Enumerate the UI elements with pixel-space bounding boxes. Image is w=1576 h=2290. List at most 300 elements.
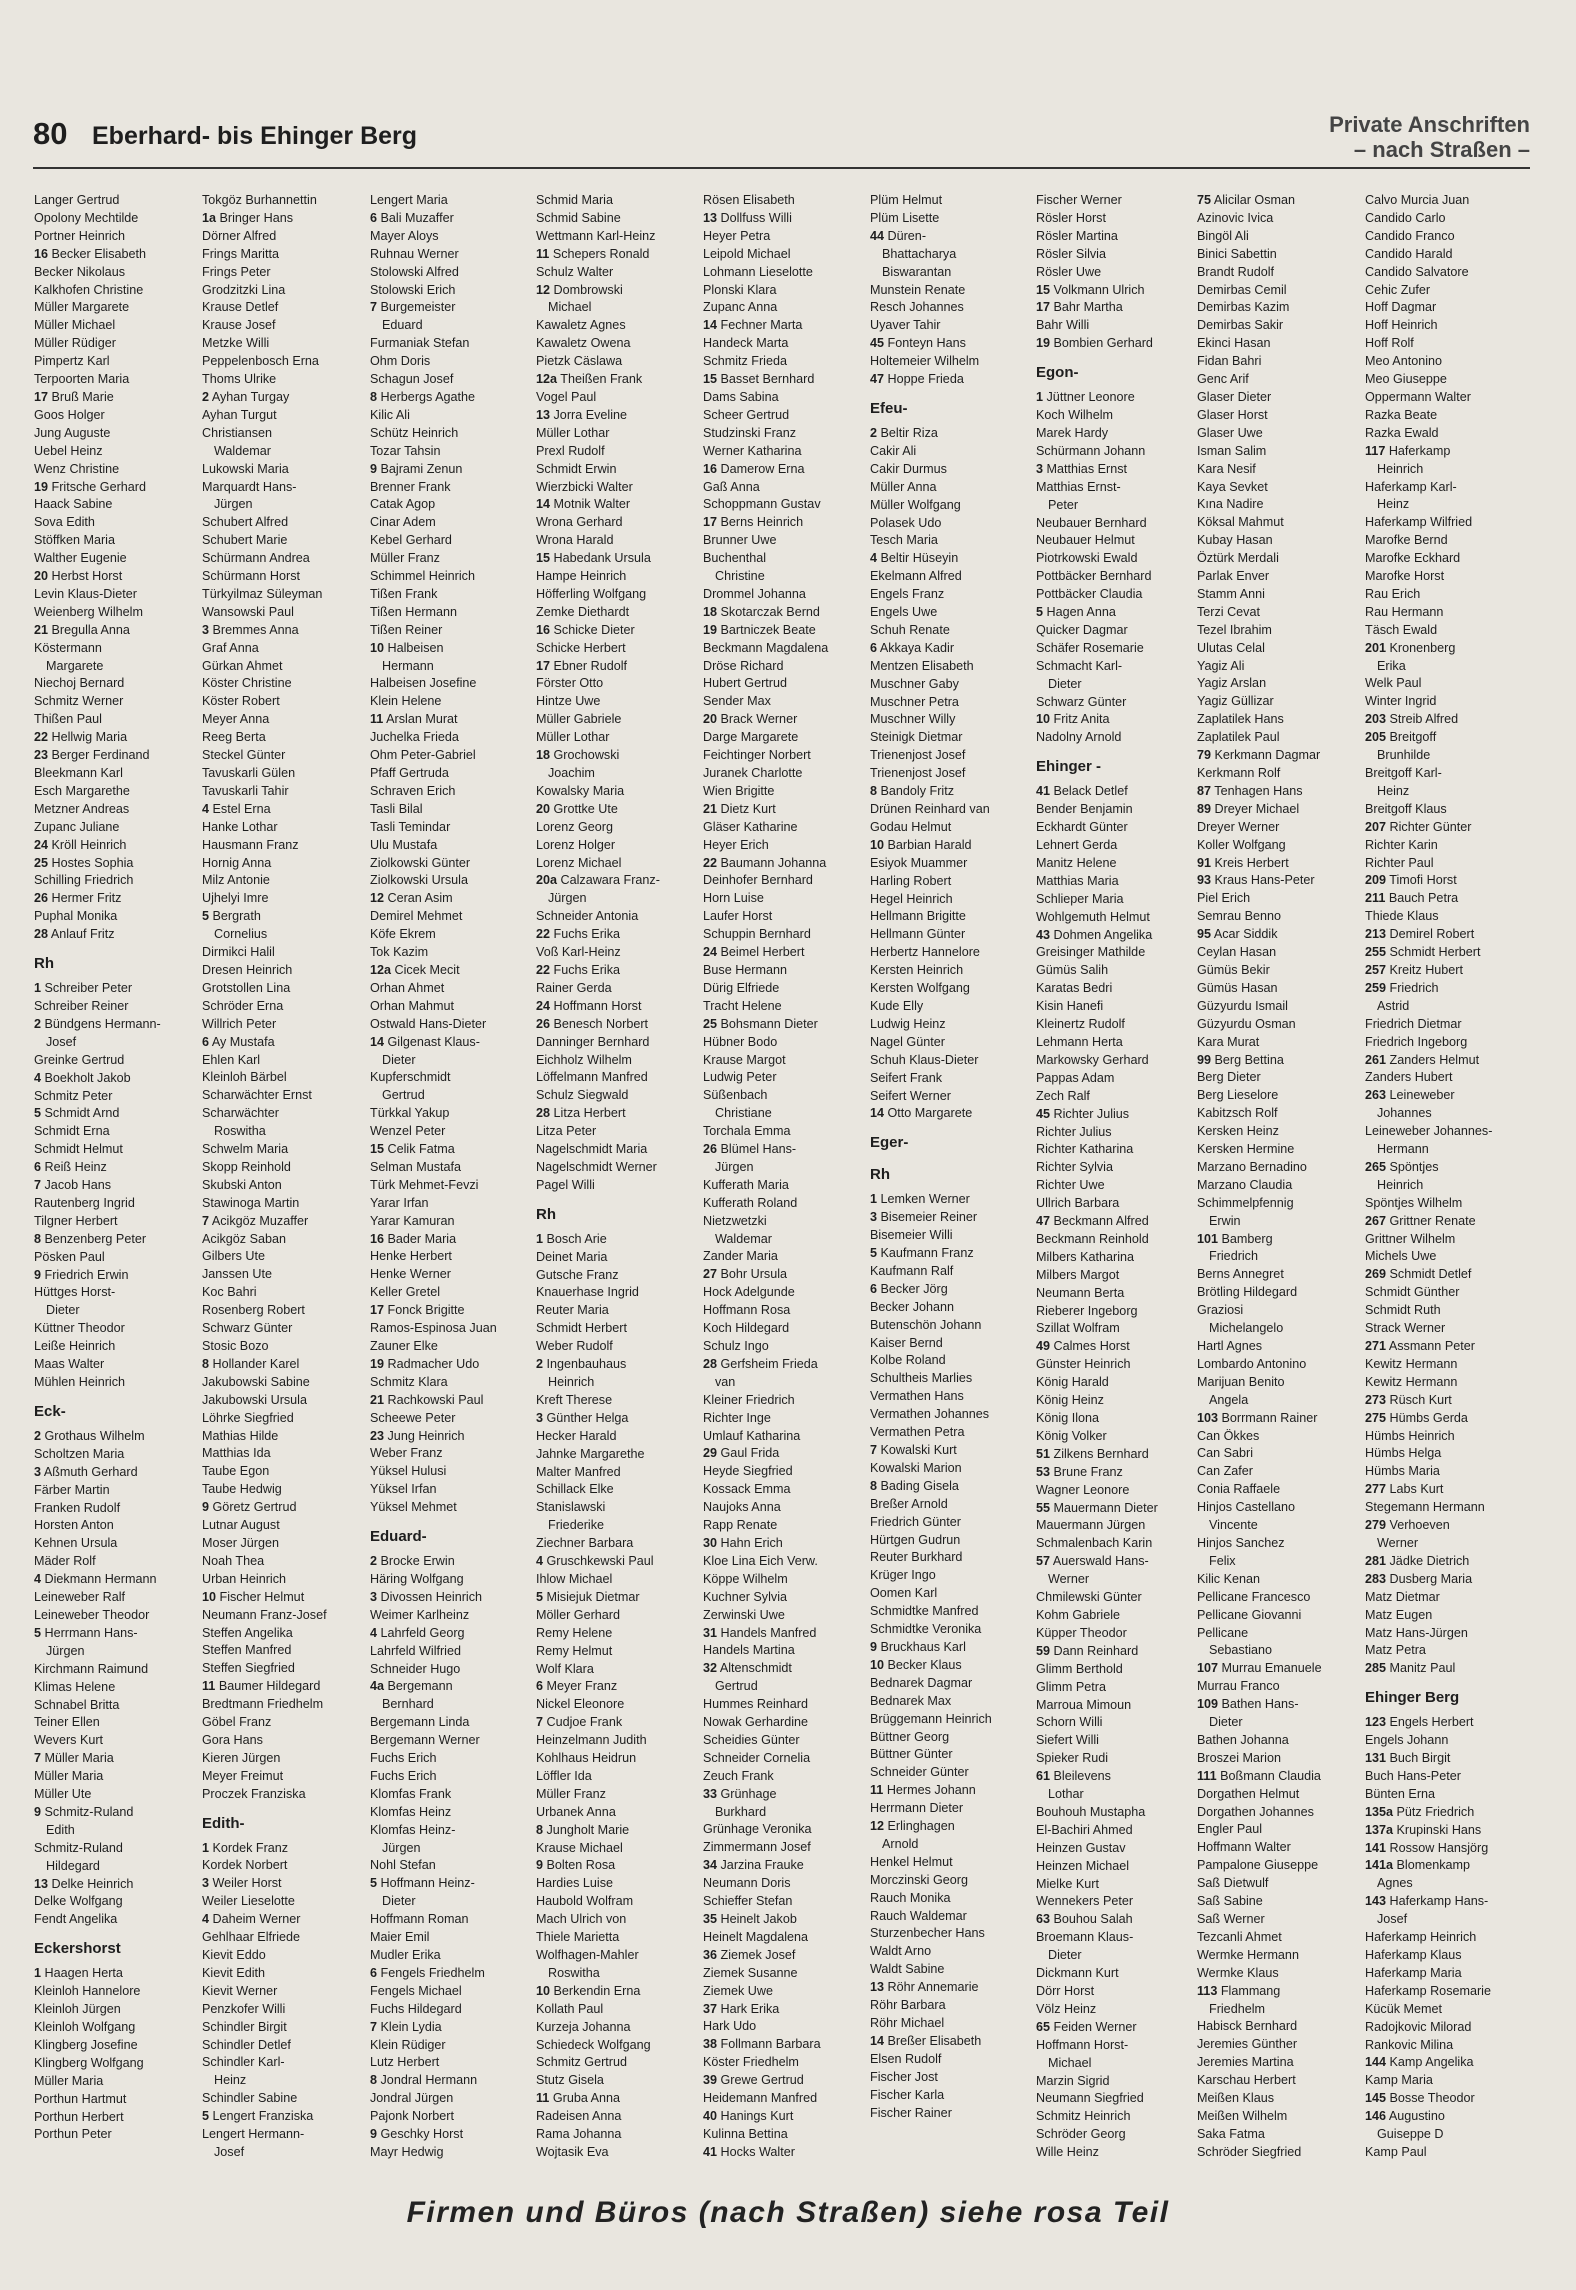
resident-entry: 109 Bathen Hans- — [1197, 1697, 1299, 1712]
resident-entry: Schmidtke Veronika — [870, 1622, 982, 1637]
resident-entry: 20 Herbst Horst — [34, 569, 123, 584]
resident-entry: Kleinloh Wolfgang — [34, 2020, 136, 2034]
entry-continuation: Josef — [46, 1034, 77, 1049]
resident-entry: Klein Rüdiger — [370, 2037, 446, 2052]
resident-entry: Franken Rudolf — [34, 1500, 121, 1515]
resident-entry: Hark Udo — [703, 2019, 757, 2034]
house-number: 32 — [703, 1661, 718, 1676]
entry-continuation: Heinrich — [1377, 1177, 1424, 1192]
house-number: 22 — [536, 962, 551, 977]
resident-entry: Brandt Rudolf — [1197, 264, 1275, 279]
resident-entry: 135a Pütz Friedrich — [1365, 1804, 1475, 1819]
resident-entry: Jondral Jürgen — [370, 2091, 454, 2106]
resident-entry: 12 Ceran Asim — [370, 891, 453, 906]
resident-entry: Koch Hildegard — [703, 1321, 790, 1336]
resident-entry: Wermke Klaus — [1197, 1965, 1279, 1980]
house-number: 17 — [370, 1303, 385, 1318]
resident-entry: 51 Zilkens Bernhard — [1036, 1446, 1149, 1461]
resident-entry: Müller Lothar — [536, 730, 610, 745]
resident-entry: Sturzenbecher Hans — [870, 1926, 985, 1941]
resident-entry: Hürtgen Gudrun — [870, 1532, 961, 1547]
resident-entry: Ludwig Heinz — [870, 1016, 946, 1031]
resident-entry: Porthun Peter — [34, 2127, 112, 2142]
resident-entry: 145 Bosse Theodor — [1365, 2091, 1475, 2106]
house-number: 4 — [202, 1912, 210, 1927]
house-number: 12 — [536, 282, 551, 297]
resident-entry: Hellmann Günter — [870, 927, 966, 942]
resident-entry: Grünhage Veronika — [703, 1822, 812, 1837]
resident-entry: Schmitz Frieda — [703, 354, 787, 369]
resident-entry: Cinar Adem — [370, 515, 436, 530]
resident-entry: Kieren Jürgen — [202, 1750, 281, 1765]
resident-entry: 271 Assmann Peter — [1365, 1339, 1475, 1353]
entry-continuation: Gertrud — [715, 1679, 758, 1694]
resident-entry: Haferkamp Klaus — [1365, 1948, 1462, 1962]
resident-entry: Berg Dieter — [1197, 1070, 1261, 1085]
house-number: 11 — [536, 246, 550, 261]
resident-entry: 26 Blümel Hans- — [703, 1142, 797, 1157]
resident-entry: Matthias Ida — [202, 1446, 271, 1461]
resident-entry: Zander Maria — [703, 1249, 778, 1264]
resident-entry: Jahnke Margarethe — [536, 1446, 645, 1461]
resident-entry: Kisin Hanefi — [1036, 999, 1104, 1014]
resident-entry: 265 Spöntjes — [1365, 1159, 1439, 1174]
entry-continuation: Christine — [715, 569, 765, 584]
resident-entry: Wrona Gerhard — [536, 515, 623, 530]
resident-entry: Täsch Ewald — [1365, 622, 1438, 637]
resident-entry: Rösler Silvia — [1036, 246, 1106, 261]
resident-entry: Handeck Marta — [703, 336, 789, 351]
resident-entry: Wettmann Karl-Heinz — [536, 228, 656, 243]
resident-entry: Fischer Werner — [1036, 193, 1122, 207]
resident-entry: Neubauer Bernhard — [1036, 515, 1147, 530]
street-heading: Rh — [536, 1205, 556, 1223]
resident-entry: Stawinoga Martin — [202, 1195, 300, 1210]
entry-continuation: Dieter — [382, 1894, 416, 1909]
resident-entry: Horn Luise — [703, 891, 764, 906]
resident-entry: Milbers Margot — [1036, 1267, 1120, 1282]
resident-entry: Winter Ingrid — [1365, 694, 1437, 709]
resident-entry: Türk Mehmet-Fevzi — [370, 1177, 479, 1192]
resident-entry: Müller Anna — [870, 479, 937, 494]
resident-entry: Rosenberg Robert — [202, 1303, 305, 1318]
resident-entry: 7 Kowalski Kurt — [870, 1443, 957, 1457]
resident-entry: Cakir Ali — [870, 443, 917, 458]
resident-entry: 23 Jung Heinrich — [370, 1428, 465, 1443]
house-number: 37 — [703, 2001, 718, 2016]
resident-entry: Waldt Sabine — [870, 1962, 945, 1977]
house-number: 209 — [1365, 873, 1387, 888]
resident-entry: Stöffken Maria — [34, 533, 115, 548]
resident-entry: 15 Celik Fatma — [370, 1142, 455, 1157]
resident-entry: König Harald — [1036, 1375, 1109, 1390]
house-number: 1 — [202, 1840, 210, 1855]
resident-entry: Dickmann Kurt — [1036, 1966, 1119, 1981]
resident-entry: Matz Hans-Jürgen — [1365, 1625, 1468, 1640]
resident-entry: 21 Dietz Kurt — [703, 801, 776, 816]
resident-entry: Schmidt Ruth — [1365, 1303, 1441, 1318]
resident-entry: Henke Herbert — [370, 1249, 452, 1264]
resident-entry: Urbanek Anna — [536, 1804, 616, 1819]
resident-entry: Glaser Horst — [1197, 407, 1268, 422]
resident-entry: Wenz Christine — [34, 461, 120, 476]
resident-entry: Schulz Walter — [536, 264, 614, 279]
resident-entry: 144 Kamp Angelika — [1365, 2055, 1474, 2070]
entry-continuation: Bhattacharya — [882, 246, 957, 261]
entry-continuation: Erwin — [1209, 1213, 1241, 1228]
resident-entry: Schmitz Klara — [370, 1374, 448, 1389]
resident-entry: Kloe Lina Eich Verw. — [703, 1553, 818, 1568]
resident-entry: Neumann Siegfried — [1036, 2091, 1144, 2106]
resident-entry: Yüksel Mehmet — [370, 1500, 457, 1515]
resident-entry: Kufferath Maria — [703, 1177, 789, 1192]
resident-entry: Schneider Antonia — [536, 909, 639, 924]
house-number: 213 — [1365, 927, 1387, 942]
directory-columns — [34, 192, 1539, 2162]
resident-entry: 8 Herbergs Agathe — [370, 389, 476, 404]
resident-entry: 5 Lengert Franziska — [202, 2109, 314, 2124]
resident-entry: Frings Maritta — [202, 246, 279, 261]
resident-entry: Ziolkowski Ursula — [370, 873, 468, 888]
resident-entry: Genc Arif — [1197, 372, 1249, 387]
resident-entry: Rösler Horst — [1036, 210, 1106, 225]
resident-entry: Breitgoff Klaus — [1365, 801, 1447, 816]
resident-entry: 63 Bouhou Salah — [1036, 1912, 1133, 1927]
resident-entry: Handels Martina — [703, 1643, 795, 1658]
resident-entry: 1 Kordek Franz — [202, 1840, 289, 1855]
resident-entry: 5 Herrmann Hans- — [34, 1625, 138, 1640]
resident-entry: 26 Benesch Norbert — [536, 1016, 649, 1031]
resident-entry: Cakir Durmus — [870, 461, 947, 476]
entry-continuation: Vincente — [1209, 1518, 1258, 1533]
resident-entry: Spöntjes Wilhelm — [1365, 1195, 1463, 1210]
house-number: 4 — [34, 1070, 42, 1085]
resident-entry: Trienenjost Josef — [870, 766, 966, 781]
house-number: 255 — [1365, 945, 1387, 960]
house-number: 30 — [703, 1535, 718, 1550]
entry-continuation: Werner — [1048, 1572, 1090, 1587]
resident-entry: Nietzwetzki — [703, 1213, 767, 1228]
resident-entry: Wille Heinz — [1036, 2145, 1099, 2160]
resident-entry: Elsen Rudolf — [870, 2051, 942, 2066]
resident-entry: 213 Demirel Robert — [1365, 927, 1475, 942]
resident-entry: Kına Nadire — [1197, 497, 1264, 512]
resident-entry: Klingberg Wolfgang — [34, 2055, 144, 2070]
resident-entry: Klein Helene — [370, 694, 442, 709]
house-number: 281 — [1365, 1553, 1387, 1568]
resident-entry: Demirbas Kazim — [1197, 300, 1290, 315]
resident-entry: Hinjos Sanchez — [1197, 1535, 1285, 1550]
resident-entry: Semrau Benno — [1197, 909, 1282, 924]
resident-entry: Meyer Anna — [202, 712, 270, 727]
resident-entry: Mayr Hedwig — [370, 2144, 444, 2159]
house-number: 22 — [34, 730, 49, 745]
house-number: 53 — [1036, 1464, 1051, 1479]
resident-entry: 59 Dann Reinhard — [1036, 1643, 1139, 1658]
resident-entry: Schagun Josef — [370, 372, 454, 387]
resident-entry: Hanke Lothar — [202, 819, 278, 834]
house-number: 3 — [202, 622, 210, 637]
street-heading: Eduard- — [370, 1528, 427, 1546]
resident-entry: 19 Bartniczek Beate — [703, 622, 816, 637]
resident-entry: Steffen Angelika — [202, 1625, 293, 1640]
resident-entry: Greinke Gertrud — [34, 1052, 125, 1067]
resident-entry: Kaufmann Ralf — [870, 1263, 954, 1278]
resident-entry: Richter Paul — [1365, 855, 1434, 870]
resident-entry: Hoff Heinrich — [1365, 318, 1438, 333]
house-number: 19 — [370, 1356, 385, 1371]
house-number: 16 — [536, 622, 551, 637]
resident-entry: Matz Dietmar — [1365, 1589, 1440, 1604]
resident-entry: Schindler Detlef — [202, 2037, 291, 2052]
resident-entry: Rainer Gerda — [536, 980, 612, 995]
resident-entry: Schmidt Erna — [34, 1124, 110, 1139]
house-number: 6 — [370, 210, 378, 225]
resident-entry: Piel Erich — [1197, 891, 1251, 906]
resident-entry: Marzin Sigrid — [1036, 2073, 1110, 2088]
house-number: 4 — [202, 801, 210, 816]
resident-entry: Kohm Gabriele — [1036, 1607, 1120, 1622]
resident-entry: Isman Salim — [1197, 443, 1267, 458]
resident-entry: 6 Fengels Friedhelm — [370, 1965, 485, 1980]
house-number: 257 — [1365, 962, 1387, 977]
resident-entry: Demirbas Sakir — [1197, 318, 1284, 333]
resident-entry: 6 Meyer Franz — [536, 1679, 618, 1694]
house-number: 5 — [34, 1106, 42, 1121]
resident-entry: 22 Baumann Johanna — [703, 855, 827, 870]
house-number: 1a — [202, 210, 217, 225]
resident-entry: Heinzen Michael — [1036, 1858, 1130, 1873]
resident-entry: 11 Schepers Ronald — [536, 246, 650, 261]
column-8 — [1197, 192, 1361, 2162]
resident-entry: Orhan Ahmet — [370, 980, 445, 995]
resident-entry: Matz Eugen — [1365, 1607, 1433, 1622]
resident-entry: Yagiz Güllizar — [1197, 694, 1274, 709]
street-heading: Ehinger - — [1036, 758, 1102, 776]
house-number: 3 — [34, 1464, 42, 1479]
resident-entry: König Volker — [1036, 1428, 1107, 1443]
resident-entry: 4 Lahrfeld Georg — [370, 1625, 465, 1640]
resident-entry: Gaß Anna — [703, 479, 760, 494]
house-number: 33 — [703, 1786, 718, 1801]
resident-entry: Steffen Manfred — [202, 1643, 292, 1658]
house-number: 15 — [370, 1142, 385, 1157]
resident-entry: Stanislawski — [536, 1500, 606, 1515]
entry-continuation: Roswitha — [548, 1965, 600, 1980]
entry-continuation: Angela — [1209, 1392, 1249, 1407]
resident-entry: 43 Dohmen Angelika — [1036, 927, 1153, 942]
house-number: 6 — [536, 1679, 544, 1694]
resident-entry: Süßenbach — [703, 1088, 768, 1103]
resident-entry: Schilling Friedrich — [34, 873, 134, 888]
resident-entry: Schreiber Reiner — [34, 998, 129, 1013]
entry-continuation: Waldemar — [715, 1231, 772, 1246]
resident-entry: Jeremies Martina — [1197, 2055, 1294, 2070]
resident-entry: 5 Misiejuk Dietmar — [536, 1589, 640, 1604]
resident-entry: Krause Josef — [202, 318, 276, 333]
resident-entry: Zupanc Juliane — [34, 819, 120, 834]
resident-entry: Metzner Andreas — [34, 801, 130, 816]
resident-entry: Karschau Herbert — [1197, 2073, 1296, 2088]
resident-entry: Oppermann Walter — [1365, 389, 1471, 404]
resident-entry: Schürmann Andrea — [202, 551, 310, 566]
resident-entry: Kubay Hasan — [1197, 533, 1273, 548]
resident-entry: 26 Hermer Fritz — [34, 891, 122, 906]
house-number: 14 — [536, 497, 551, 512]
resident-entry: Kersten Heinrich — [870, 963, 964, 978]
resident-entry: 257 Kreitz Hubert — [1365, 962, 1464, 977]
resident-entry: Güzyurdu Ismail — [1197, 998, 1288, 1013]
resident-entry: 6 Reiß Heinz — [34, 1160, 107, 1175]
resident-entry: 33 Grünhage — [703, 1786, 777, 1801]
house-number: 25 — [703, 1016, 718, 1031]
resident-entry: Ohm Doris — [370, 354, 431, 369]
house-number: 144 — [1365, 2055, 1387, 2070]
resident-entry: Fengels Michael — [370, 1983, 462, 1998]
resident-entry: 1 Haagen Herta — [34, 1966, 123, 1981]
house-number: 10 — [1036, 712, 1051, 727]
resident-entry: Noah Thea — [202, 1553, 265, 1568]
resident-entry: Milz Antonie — [202, 873, 270, 888]
resident-entry: Taube Egon — [202, 1464, 270, 1479]
house-number: 259 — [1365, 980, 1387, 995]
house-number: 63 — [1036, 1912, 1051, 1927]
resident-entry: Gora Hans — [202, 1732, 263, 1747]
resident-entry: Heyde Siegfried — [703, 1464, 793, 1479]
resident-entry: 12a Cicek Mecit — [370, 962, 460, 977]
resident-entry: Glimm Berthold — [1036, 1661, 1123, 1676]
resident-entry: Schulz Siegwald — [536, 1088, 629, 1103]
resident-entry: Zeuch Frank — [703, 1768, 774, 1783]
resident-entry: 13 Röhr Annemarie — [870, 1980, 979, 1995]
resident-entry: Lukowski Maria — [202, 461, 289, 476]
resident-entry: 75 Alicilar Osman — [1197, 193, 1295, 207]
house-number: 9 — [870, 1639, 878, 1654]
resident-entry: 15 Basset Bernhard — [703, 372, 815, 387]
resident-entry: 141a Blomenkamp — [1365, 1858, 1471, 1873]
resident-entry: Nickel Eleonore — [536, 1697, 625, 1712]
resident-entry: 28 Anlauf Fritz — [34, 927, 115, 942]
resident-entry: 21 Rachkowski Paul — [370, 1392, 484, 1407]
resident-entry: Hellmann Brigitte — [870, 909, 966, 924]
resident-entry: Bednarek Dagmar — [870, 1675, 973, 1690]
resident-entry: Zerwinski Uwe — [703, 1607, 785, 1622]
house-number: 109 — [1197, 1697, 1219, 1712]
resident-entry: 143 Haferkamp Hans- — [1365, 1894, 1489, 1909]
house-number: 20 — [703, 712, 718, 727]
resident-entry: Kohlhaus Heidrun — [536, 1751, 637, 1766]
resident-entry: Kersken Heinz — [1197, 1124, 1279, 1139]
resident-entry: Vermathen Petra — [870, 1425, 965, 1440]
resident-entry: 2 Brocke Erwin — [370, 1554, 455, 1569]
house-number: 19 — [34, 479, 49, 494]
resident-entry: Müller Ute — [34, 1787, 92, 1802]
entry-continuation: Eduard — [382, 318, 423, 333]
house-number: 28 — [34, 927, 49, 942]
resident-entry: Ziemek Susanne — [703, 1965, 798, 1980]
resident-entry: Müller Michael — [34, 318, 116, 333]
resident-entry: 29 Gaul Frida — [703, 1446, 780, 1461]
resident-entry: Knauerhase Ingrid — [536, 1285, 639, 1300]
resident-entry: Haferkamp Maria — [1365, 1965, 1462, 1980]
house-number: 269 — [1365, 1267, 1387, 1282]
house-number: 131 — [1365, 1751, 1387, 1766]
resident-entry: Steinigk Dietmar — [870, 730, 963, 745]
resident-entry: Kleinertz Rudolf — [1036, 1017, 1125, 1032]
resident-entry: 93 Kraus Hans-Peter — [1197, 873, 1315, 888]
resident-entry: Berg Lieselore — [1197, 1088, 1279, 1103]
resident-entry: Bleekmann Karl — [34, 766, 123, 780]
resident-entry: 10 Fischer Helmut — [202, 1589, 305, 1604]
house-number: 2 — [536, 1357, 544, 1372]
house-number: 36 — [703, 1947, 718, 1962]
resident-entry: Vermathen Johannes — [870, 1407, 990, 1422]
house-number: 3 — [870, 1210, 878, 1225]
resident-entry: Mathias Hilde — [202, 1428, 279, 1443]
resident-entry: Küttner Theodor — [34, 1321, 125, 1336]
resident-entry: Sender Max — [703, 694, 771, 709]
resident-entry: 261 Zanders Helmut — [1365, 1052, 1480, 1067]
resident-entry: Candido Carlo — [1365, 210, 1446, 225]
house-number: 24 — [536, 998, 551, 1013]
resident-entry: Klomfas Heinz- — [370, 1822, 456, 1837]
resident-entry: Herrmann Dieter — [870, 1801, 964, 1816]
resident-entry: Öztürk Merdali — [1197, 551, 1279, 566]
resident-entry: 255 Schmidt Herbert — [1365, 945, 1481, 960]
house-number: 15 — [1036, 282, 1051, 297]
resident-entry: Müller Maria — [34, 1769, 104, 1784]
resident-entry: Bouhouh Mustapha — [1036, 1804, 1146, 1819]
column-1 — [34, 192, 198, 2162]
resident-entry: Wohlgemuth Helmut — [1036, 909, 1150, 924]
resident-entry: 21 Bregulla Anna — [34, 622, 130, 637]
resident-entry: 7 Acikgöz Muzaffer — [202, 1213, 309, 1228]
house-number: 13 — [870, 1980, 885, 1995]
resident-entry: Graziosi — [1197, 1303, 1244, 1318]
entry-continuation: Bernhard — [382, 1697, 434, 1712]
resident-entry: 49 Calmes Horst — [1036, 1339, 1130, 1354]
resident-entry: 7 Müller Maria — [34, 1751, 114, 1766]
resident-entry: Kleinloh Hannelore — [34, 1984, 141, 1999]
entry-continuation: Hermann — [1377, 1142, 1429, 1157]
resident-entry: Litza Peter — [536, 1124, 597, 1139]
resident-entry: Köster Friedhelm — [703, 2055, 799, 2070]
resident-entry: Schmitz Heinrich — [1036, 2109, 1131, 2124]
resident-entry: Schmitz-Ruland — [34, 1840, 123, 1855]
house-number: 14 — [870, 2033, 885, 2048]
resident-entry: 3 Weiler Horst — [202, 1876, 282, 1891]
house-number: 12a — [536, 372, 558, 387]
house-number: 5 — [536, 1589, 544, 1604]
resident-entry: Engler Paul — [1197, 1822, 1263, 1837]
house-number: 11 — [870, 1783, 884, 1798]
resident-entry: Hinjos Castellano — [1197, 1500, 1296, 1515]
resident-entry: Krause Michael — [536, 1840, 623, 1855]
resident-entry: Demirbas Cemil — [1197, 282, 1287, 297]
resident-entry: Welk Paul — [1365, 676, 1422, 691]
resident-entry: Hoffmann Horst- — [1036, 2037, 1129, 2052]
street-heading: Rh — [870, 1166, 890, 1184]
resident-entry: Güzyurdu Osman — [1197, 1016, 1296, 1031]
entry-continuation: Lothar — [1048, 1787, 1084, 1802]
resident-entry: 45 Richter Julius — [1036, 1106, 1130, 1121]
street-heading: Efeu- — [870, 399, 908, 417]
resident-entry: 61 Bleilevens — [1036, 1769, 1111, 1784]
resident-entry: 2 Ingenbauhaus — [536, 1357, 627, 1372]
resident-entry: Heinelt Magdalena — [703, 1929, 809, 1944]
resident-entry: Bender Benjamin — [1036, 802, 1133, 817]
resident-entry: Rama Johanna — [536, 2127, 622, 2142]
